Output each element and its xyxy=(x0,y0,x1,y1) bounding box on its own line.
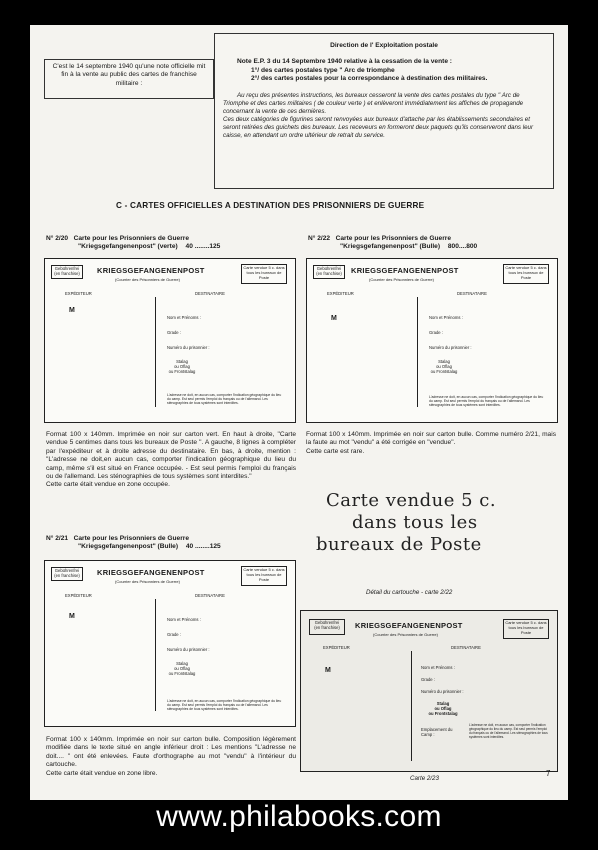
entry-2-20-number: N° 2/20 xyxy=(46,235,69,242)
card-stalag-1: Stalag xyxy=(436,701,450,706)
footer-watermark: www.philabooks.com xyxy=(156,800,442,833)
entry-2-22-header xyxy=(308,235,563,252)
card-dest-label: DESTINATAIRE xyxy=(457,291,487,296)
cartouche-line-2: dans tous les xyxy=(352,512,478,533)
card-free-label-fr: (en franchise) xyxy=(54,573,80,578)
card-numero: Numéro du prisonnier : xyxy=(167,345,210,350)
card-free-label: Gebührenfrei xyxy=(314,620,340,625)
entry-2-22-price: 800....800 xyxy=(447,243,478,251)
description-2-21-zone: Cette carte était vendue en zone libre. xyxy=(46,769,158,777)
entry-2-22-line2: "Kriegsgefangenenpost" (Bulle) xyxy=(340,243,441,251)
entry-2-21-number: N° 2/21 xyxy=(46,535,69,542)
card-subtitle: (Courrier des Prisonniers de Guerre) xyxy=(369,277,434,282)
entry-2-21-line1: Carte pour les Prisonniers de Guerre xyxy=(73,535,190,542)
directive-title: Direction de l' Exploitation postale xyxy=(330,42,438,49)
card-grade: Grade : xyxy=(167,632,181,637)
card-title: KRIEGSGEFANGENENPOST xyxy=(97,266,205,275)
caption-2-23: Carte 2/23 xyxy=(410,775,439,782)
card-stamp: Carte vendue 5 c. dans tous les bureaux de Poste xyxy=(241,264,287,284)
entry-2-22-line1: Carte pour les Prisonniers de Guerre xyxy=(335,235,452,242)
card-sender-label: EXPÉDITEUR xyxy=(327,291,354,296)
card-stalag-1: Stalag xyxy=(176,661,188,666)
description-2-20-text: Format 100 x 140mm. Imprimée en noir sur carton vert. En haut à droite, "Carte vendue 5 centimes dans tous les bureaux de Poste ". A gauche, 8 lignes à compléter par l'expéditeur et à droite adresse du destinataire. En bas, à droite, mention : "L'adresse ne doit,en aucun cas, comporter l'indication géographique du lieu du camp, même s'il est situé en France occupée. - Est seul permis l'emploi du français ou de l'allemand. Les sténographies de tous systèmes sont interdites." xyxy=(46,431,296,481)
cartouche-detail-image xyxy=(300,490,560,565)
card-stamp: Carte vendue 5 c. dans tous les bureaux de Poste xyxy=(241,566,287,586)
description-2-22 xyxy=(306,431,556,456)
card-stamp: Carte vendue 5 c. dans tous les bureaux de Poste xyxy=(503,264,549,284)
card-stalag xyxy=(429,359,459,374)
card-free-label: Gebührenfrei xyxy=(316,266,342,271)
card-title: KRIEGSGEFANGENENPOST xyxy=(351,266,459,275)
entry-2-20-price: 40 ........125 xyxy=(185,243,221,251)
card-image-2-20 xyxy=(44,258,296,423)
card-dest-label: DESTINATAIRE xyxy=(195,593,225,598)
card-nom: Nom et Prénoms : xyxy=(167,617,201,622)
entry-2-22-number: N° 2/22 xyxy=(308,235,331,242)
card-free-label-fr: (en franchise) xyxy=(314,625,340,630)
card-sender-label: EXPÉDITEUR xyxy=(65,291,92,296)
directive-ref: Note E.P. 3 du 14 Septembre 1940 relative à la cessation de la vente : xyxy=(237,58,453,66)
card-numero: Numéro du prisonnier : xyxy=(167,647,210,652)
card-stalag xyxy=(421,701,465,716)
side-note-text: C'est le 14 septembre 1940 qu'une note officielle mit fin à la vente au public des cartes de franchise militaire : xyxy=(52,63,206,87)
card-stalag-3: ou Frontstalag xyxy=(168,369,196,374)
description-2-20 xyxy=(46,431,296,490)
card-stalag-2: ou Oflag xyxy=(174,364,190,369)
card-numero: Numéro du prisonnier : xyxy=(421,689,464,694)
directive-item-2: 2°/ des cartes postales pour la correspondance à destination des militaires. xyxy=(251,75,488,83)
card-stalag-3: ou Frontstalag xyxy=(430,369,458,374)
entry-2-21-header xyxy=(46,535,296,552)
section-title: C - CARTES OFFICIELLES A DESTINATION DES PRISONNIERS DE GUERRE xyxy=(116,201,425,210)
card-stalag-3: ou Frontstalag xyxy=(168,671,196,676)
caption-cartouche: Détail du cartouche - carte 2/22 xyxy=(366,589,453,596)
card-notice: L'adresse ne doit, en aucun cas, comporter l'indication géographique du lieu du camp. Est seul permis l'emploi du français ou de l'allemand. Les sténographies de tous systèmes sont interdites. xyxy=(429,395,544,408)
card-emplacement: Emplacement du Camp : xyxy=(421,727,453,737)
card-grade: Grade : xyxy=(421,677,435,682)
card-stalag xyxy=(167,359,197,374)
directive-para-2: Ces deux catégories de figurines seront renvoyées aux bureaux d'attache par les établissements secondaires et seront retirées des guichets des bureaux. Les receveurs en formeront deux paquets qu'ils conserveront dans leur caisse, en attendant un ordre ultérieur de retrait du service. xyxy=(223,115,534,139)
card-image-2-21 xyxy=(44,560,296,727)
card-title: KRIEGSGEFANGENENPOST xyxy=(97,568,205,577)
card-stalag-2: ou Oflag xyxy=(436,364,452,369)
card-stalag-1: Stalag xyxy=(438,359,450,364)
entry-2-20-line2: "Kriegsgefangenenpost" (verte) xyxy=(78,243,178,251)
card-sender-label: EXPÉDITEUR xyxy=(65,593,92,598)
card-nom: Nom et Prénoms : xyxy=(429,315,463,320)
card-subtitle: (Courrier des Prisonniers de Guerre) xyxy=(115,579,180,584)
directive-item-1: 1°/ des cartes postales type " Arc de triomphe xyxy=(251,66,395,74)
card-subtitle: (Courrier des Prisonniers de Guerre) xyxy=(373,632,438,637)
card-stalag-2: ou Oflag xyxy=(174,666,190,671)
entry-2-21-line2: "Kriegsgefangenenpost" (Bulle) xyxy=(78,543,179,551)
page xyxy=(30,25,568,800)
side-note xyxy=(44,59,214,99)
card-sender-label: EXPÉDITEUR xyxy=(323,645,350,650)
card-grade: Grade : xyxy=(167,330,181,335)
card-subtitle: (Courrier des Prisonniers de Guerre) xyxy=(115,277,180,282)
card-stalag-3: ou Frontstalag xyxy=(428,711,458,716)
description-2-22-text: Format 100 x 140mm. Imprimée en noir sur carton bulle. Comme numéro 2/21, mais la faute au mot "vendu" a été corrigée en "vendue". xyxy=(306,431,556,447)
card-m-label: M xyxy=(325,667,331,674)
card-image-2-23 xyxy=(300,610,558,772)
card-dest-label: DESTINATAIRE xyxy=(451,645,481,650)
card-free-label-fr: (en franchise) xyxy=(316,271,342,276)
card-numero: Numéro du prisonnier : xyxy=(429,345,472,350)
card-title: KRIEGSGEFANGENENPOST xyxy=(355,621,463,630)
card-m-label: M xyxy=(69,307,75,314)
card-image-2-22 xyxy=(306,258,558,423)
entry-2-20-header xyxy=(46,235,296,252)
card-free-label: Gebührenfrei xyxy=(54,266,80,271)
cartouche-line-1: Carte vendue 5 c. xyxy=(326,490,497,511)
card-notice: L'adresse ne doit, en aucun cas, comporter l'indication géographique du lieu du camp. Est seul permis l'emploi du français ou de l'allemand. Les sténographies de tous systèmes sont interdites. xyxy=(167,393,282,406)
entry-2-21-price: 40 ........125 xyxy=(185,543,221,551)
description-2-20-zone: Cette carte était vendue en zone occupée. xyxy=(46,481,170,489)
directive-box xyxy=(214,33,554,189)
description-2-21 xyxy=(46,736,296,778)
card-free-label: Gebührenfrei xyxy=(54,568,80,573)
card-stalag-2: ou Oflag xyxy=(434,706,452,711)
directive-para-1: Au reçu des présentes instructions, les bureaux cesseront la vente des cartes postales du type " Arc de Triomphe et des cartes militaires ( de couleur verte ) et enlèveront immédiatement les affiches de propagande concernant la vente de ces dernières. xyxy=(223,91,524,115)
description-2-22-rarity: Cette carte est rare. xyxy=(306,447,365,455)
card-free-label-fr: (en franchise) xyxy=(54,271,80,276)
card-notice: L'adresse ne doit, en aucun cas, comporter l'indication géographique du lieu du camp. Est seul permis l'emploi du français ou de l'allemand. Les sténographies de tous systèmes sont interdites. xyxy=(167,699,282,712)
description-2-21-text: Format 100 x 140mm. Imprimée en noir sur carton bulle. Composition légèrement modifiée dans le texte situé en angle inférieur droit : Les mentions "L'adresse ne doit.... " ont été enlevées. Faute d'orthographe au mot "vendu" à l'intérieur du cartouche. xyxy=(46,736,296,769)
page-number: 7 xyxy=(546,769,551,778)
card-dest-label: DESTINATAIRE xyxy=(195,291,225,296)
card-stalag xyxy=(167,661,197,676)
cartouche-line-3: bureaux de Poste xyxy=(316,534,482,555)
card-m-label: M xyxy=(331,315,337,322)
card-m-label: M xyxy=(69,613,75,620)
card-stalag-1: Stalag xyxy=(176,359,188,364)
card-grade: Grade : xyxy=(429,330,443,335)
entry-2-20-line1: Carte pour les Prisonniers de Guerre xyxy=(73,235,190,242)
card-nom: Nom et Prénoms : xyxy=(421,665,455,670)
card-notice: L'adresse ne doit, en aucun cas, comporter l'indication géographique du lieu du camp. Est seul permis l'emploi du français ou de l'allemand. Les sténographies de tous systèmes sont interdites. xyxy=(469,723,548,739)
card-stamp: Carte vendue 5 c. dans tous les bureaux de Poste xyxy=(503,619,549,639)
card-nom: Nom et Prénoms : xyxy=(167,315,201,320)
